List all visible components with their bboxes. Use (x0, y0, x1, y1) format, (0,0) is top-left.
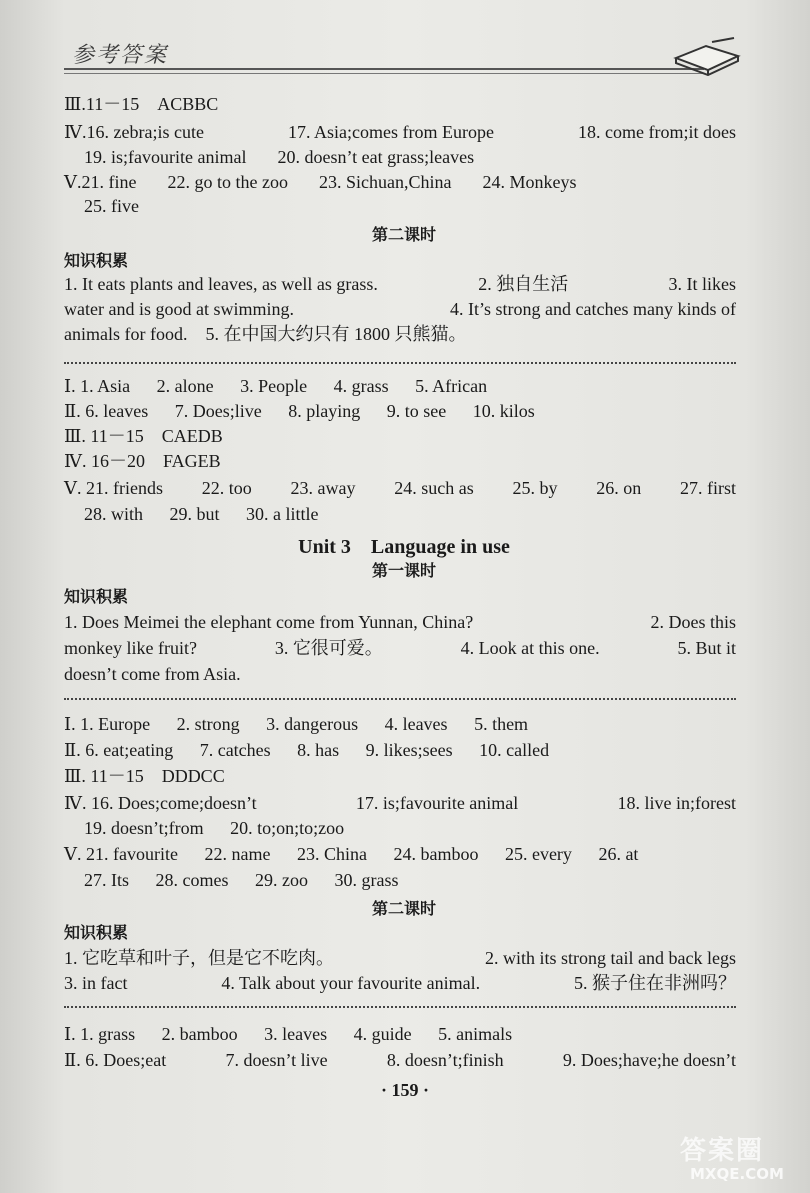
answer-item: 19. is;favourite animal (84, 147, 247, 167)
answer-item: 29. but (169, 504, 220, 524)
knowledge-item: 2. Does this (650, 612, 736, 632)
answer-item: Ⅳ.16. zebra;is cute (64, 122, 204, 142)
answer-row (64, 738, 549, 762)
answer-item: Ⅰ. 1. Europe (64, 714, 151, 734)
dotted-divider (64, 698, 736, 700)
knowledge-item: 4. Look at this one. (460, 638, 600, 658)
answer-item: 5. African (415, 376, 488, 396)
section-title: 第二课时 (371, 899, 436, 918)
knowledge-row (64, 272, 736, 296)
answer-item: Ⅰ. 1. Asia (64, 376, 131, 396)
answer-item: 7. Does;live (174, 401, 262, 421)
answer-item: 24. such as (394, 478, 474, 498)
answer-item: 4. leaves (384, 714, 448, 734)
answer-item: 8. playing (288, 401, 361, 421)
answer-item: 10. called (479, 740, 550, 760)
section-title: 第一课时 (371, 561, 436, 580)
answer-item: Ⅰ. 1. grass (64, 1024, 136, 1044)
answer-item: 4. grass (333, 376, 389, 396)
answer-item: 26. on (596, 478, 642, 498)
answer-item: 23. away (290, 478, 356, 498)
answer-item: 9. Does;have;he doesn’t (562, 1050, 736, 1070)
answer-row (64, 170, 576, 194)
answer-row (84, 868, 398, 892)
answer-row: 25. five (84, 196, 139, 216)
knowledge-item: 5. 猴子住在非洲吗？ (573, 973, 736, 993)
knowledge-heading: 知识积累 (64, 587, 129, 606)
unit-title: Unit 3 Language in use (298, 536, 510, 558)
knowledge-item: 2. 独自生活 (478, 274, 569, 294)
answer-item: 18. come from;it does (578, 122, 736, 142)
answer-item: 22. too (201, 478, 252, 498)
answer-row (64, 712, 528, 736)
answer-item: 22. go to the zoo (167, 172, 288, 192)
answer-item: 28. comes (155, 870, 229, 890)
answer-row (64, 1048, 736, 1072)
answer-item: 8. doesn’t;finish (386, 1050, 504, 1070)
answer-item: 2. strong (176, 714, 240, 734)
knowledge-row (64, 971, 736, 995)
knowledge-item: monkey like fruit? (64, 638, 197, 658)
answer-item: 22. name (204, 844, 271, 864)
knowledge-row (64, 610, 736, 634)
answer-item: 10. kilos (472, 401, 535, 421)
answer-item: 18. live in;forest (617, 793, 736, 813)
answer-item: 20. doesn’t eat grass;leaves (277, 147, 475, 167)
knowledge-item: water and is good at swimming. (64, 299, 294, 319)
knowledge-heading: 知识积累 (64, 923, 129, 942)
knowledge-item: 1. Does Meimei the elephant come from Yunnan, China? (64, 612, 474, 632)
answer-row (84, 502, 319, 526)
answer-item: 23. Sichuan,China (318, 172, 452, 192)
knowledge-item: 4. Talk about your favourite animal. (221, 973, 481, 993)
answer-item: 4. guide (353, 1024, 412, 1044)
answer-item: 7. doesn’t live (225, 1050, 328, 1070)
knowledge-row (64, 946, 736, 970)
answer-item: Ⅱ. 6. Does;eat (64, 1050, 167, 1070)
answer-row: Ⅲ.11－15 ACBBC (64, 94, 219, 114)
answer-item: 26. at (598, 844, 639, 864)
answer-item: 9. to see (386, 401, 447, 421)
knowledge-item: 3. in fact (64, 973, 128, 993)
answer-item: 3. dangerous (266, 714, 359, 734)
answer-row: Ⅳ. 16－20 FAGEB (64, 451, 221, 471)
answer-row (64, 791, 736, 815)
knowledge-row: doesn’t come from Asia. (64, 664, 241, 684)
answer-item: 7. catches (199, 740, 271, 760)
knowledge-item: 5. But it (677, 638, 736, 658)
answer-item: 17. is;favourite animal (355, 793, 519, 813)
knowledge-item: 3. 它很可爱。 (274, 638, 383, 658)
answer-row: Ⅲ. 11－15 DDDCC (64, 766, 225, 786)
answer-item: 3. leaves (264, 1024, 328, 1044)
answer-item: 5. animals (438, 1024, 513, 1044)
answer-item: 23. China (296, 844, 367, 864)
knowledge-item: 1. 它吃草和叶子，但是它不吃肉。 (64, 948, 334, 968)
knowledge-item: 1. It eats plants and leaves, as well as grass. (64, 274, 378, 294)
answer-row (64, 842, 638, 866)
answer-item: 30. grass (334, 870, 399, 890)
answer-item: 3. People (240, 376, 308, 396)
answer-item: 2. bamboo (161, 1024, 238, 1044)
answer-row (84, 816, 344, 840)
answer-item: 24. Monkeys (482, 172, 577, 192)
answer-item: 9. likes;sees (365, 740, 453, 760)
answer-item: Ⅴ. 21. favourite (64, 844, 178, 864)
answer-row (64, 1022, 512, 1046)
answer-item: Ⅴ. 21. friends (64, 478, 163, 498)
answer-item: Ⅳ. 16. Does;come;doesn’t (64, 793, 257, 813)
watermark-logo: 答案圈 (680, 1136, 765, 1166)
answer-item: 27. Its (84, 870, 129, 890)
header-rule-thin (64, 73, 704, 74)
answer-row (84, 145, 474, 169)
section-title: 第二课时 (371, 225, 436, 244)
answer-row (64, 120, 736, 144)
dotted-divider (64, 362, 736, 364)
header-rule (64, 68, 704, 70)
answer-row (64, 476, 736, 500)
answer-item: 5. them (474, 714, 529, 734)
answer-row (64, 399, 535, 423)
answer-item: 20. to;on;to;zoo (230, 818, 345, 838)
answer-item: Ⅴ.21. fine (64, 172, 137, 192)
watermark-url: MXQE.COM (690, 1165, 784, 1183)
answer-item: 27. first (679, 478, 736, 498)
answer-item: 24. bamboo (393, 844, 479, 864)
answer-item: 17. Asia;comes from Europe (288, 122, 494, 142)
book-icon (672, 36, 742, 76)
answer-item: 25. by (512, 478, 558, 498)
knowledge-item: 4. It’s strong and catches many kinds of (450, 299, 736, 319)
header-title: 参考答案 (72, 43, 169, 68)
answer-item: Ⅱ. 6. leaves (64, 401, 149, 421)
answer-item: 8. has (297, 740, 340, 760)
page-header (0, 0, 810, 80)
answer-item: 28. with (84, 504, 144, 524)
knowledge-row (64, 297, 736, 321)
answer-item: Ⅱ. 6. eat;eating (64, 740, 174, 760)
page-number: · 159 · (380, 1080, 429, 1100)
knowledge-item: 3. It likes (668, 274, 736, 294)
knowledge-item: 2. with its strong tail and back legs (485, 948, 736, 968)
knowledge-row: animals for food. 5. 在中国大约只有 1800 只熊猫。 (64, 324, 467, 344)
answer-item: 19. doesn’t;from (84, 818, 204, 838)
answer-item: 25. every (504, 844, 572, 864)
answer-item: 30. a little (246, 504, 319, 524)
answer-item: 29. zoo (254, 870, 308, 890)
answer-item: 2. alone (156, 376, 214, 396)
knowledge-row (64, 636, 736, 660)
answer-row (64, 374, 487, 398)
dotted-divider (64, 1006, 736, 1008)
knowledge-heading: 知识积累 (64, 251, 129, 270)
answer-row: Ⅲ. 11－15 CAEDB (64, 426, 223, 446)
